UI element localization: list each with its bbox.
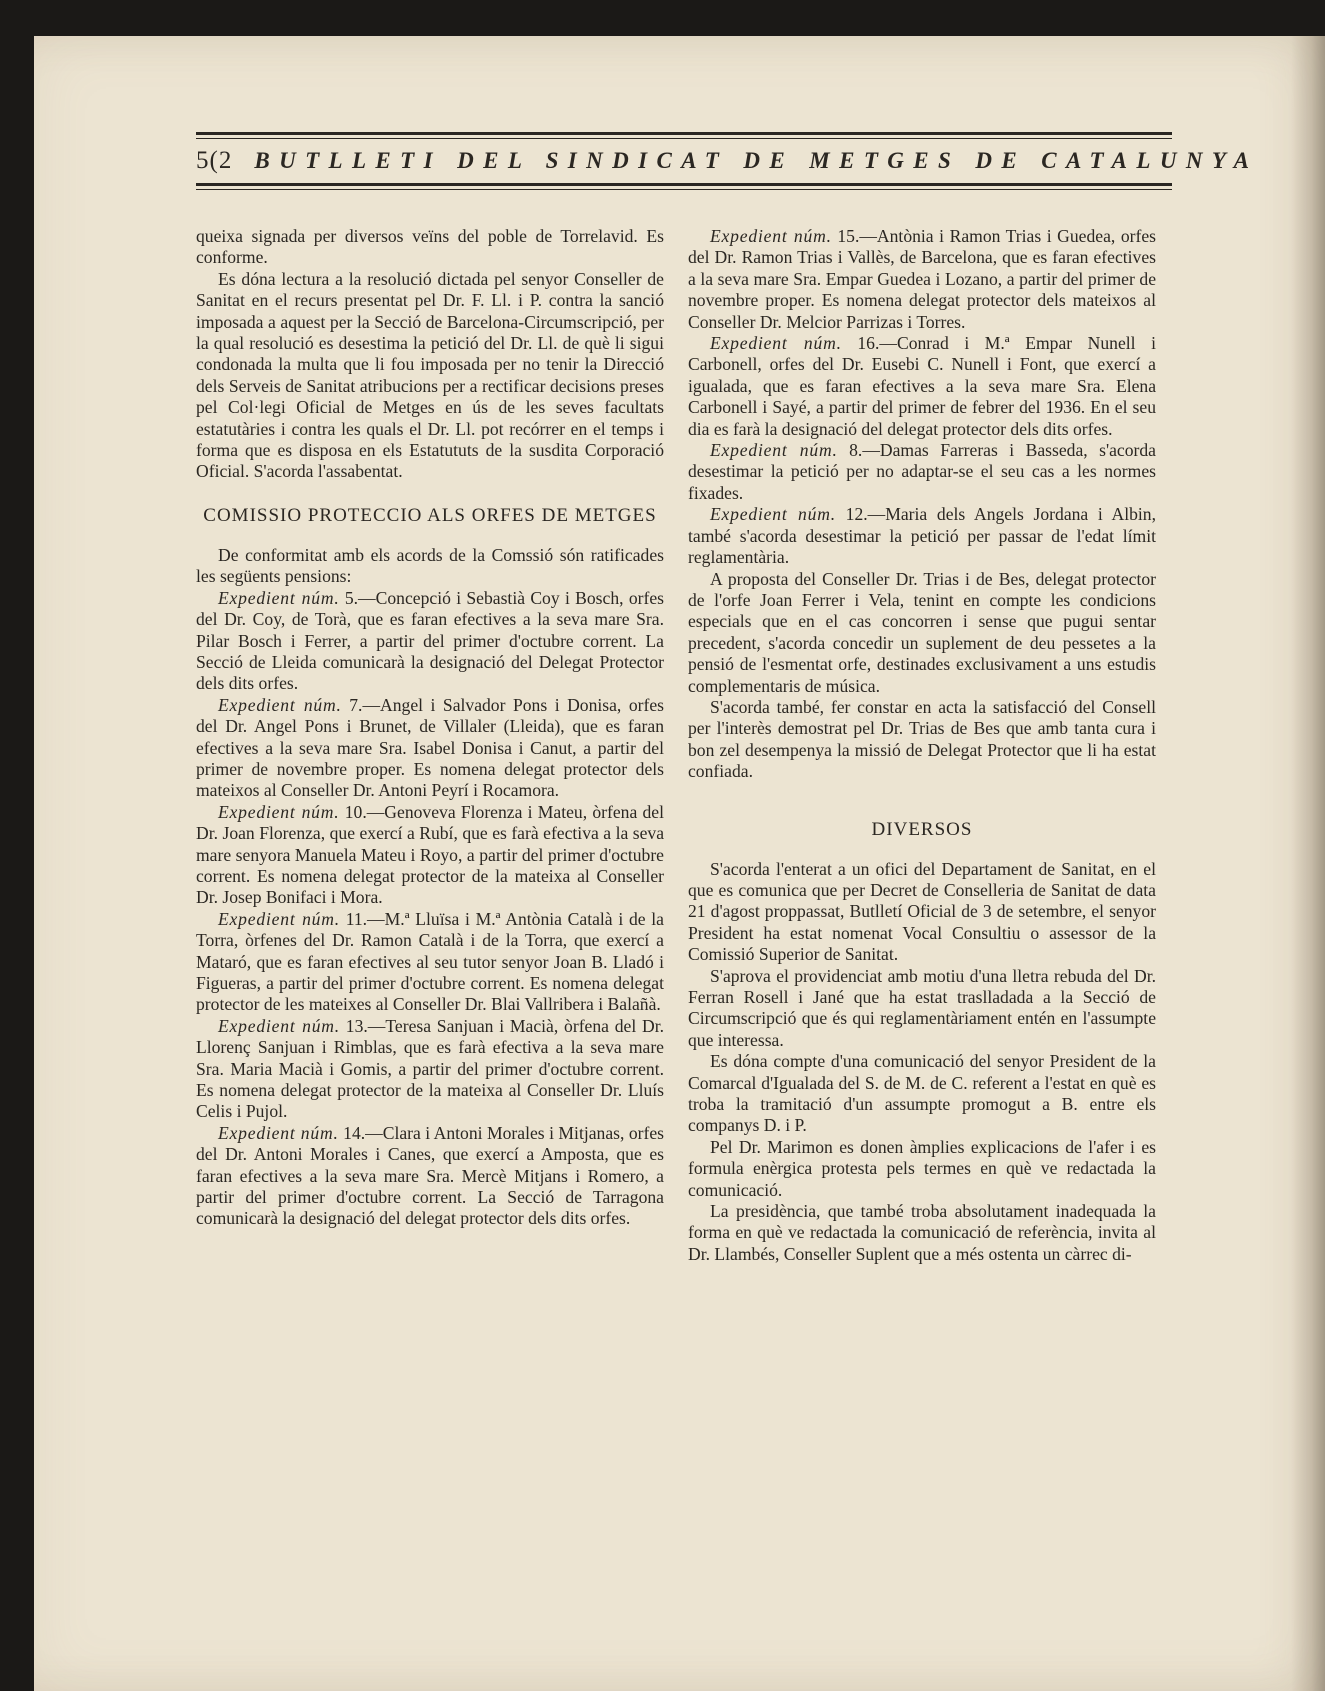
expedient-label: Expedient núm. bbox=[710, 333, 842, 354]
expedient-entry: Expedient núm. 8.—Damas Farreras i Basseda, s'acorda desestimar la petició per no adaptar-se el seu cas a les normes fixades. bbox=[688, 440, 1156, 503]
header-rule-bottom-thin bbox=[196, 189, 1172, 190]
book-spine-shadow bbox=[1291, 36, 1325, 1691]
expedient-entry: Expedient núm. 16.—Conrad i M.ª Empar Nunell i Carbonell, orfes del Dr. Eusebi C. Nunell i Font, que exercí a igualada, que es faran efectives a la seva mare Sra. Elena Carbonell i Sayé, a partir del primer de febrer del 1936. En el seu dia es farà la designació del delegat protector dels dits orfes. bbox=[688, 333, 1157, 439]
expedient-label: Expedient núm. bbox=[710, 226, 832, 246]
paragraph: S'acorda també, fer constar en acta la satisfacció del Consell per l'interès demostrat pel Dr. Trias de Bes que amb tanta cura i bon zel desempenya la missió de Delegat Protector que li ha estat confiada. bbox=[688, 696, 1156, 782]
expedient-entry: Expedient núm. 5.—Concepció i Sebastià Coy i Bosch, orfes del Dr. Coy, de Torà, que es faran efectives a la seva mare Sra. Pilar Bosch i Ferrer, a partir del primer d'octubre corrent. La Secció de Lleida comunicarà la designació del Delegat Protector dels dits orfes. bbox=[196, 587, 664, 694]
expedient-entry: Expedient núm. 11.—M.ª Lluïsa i M.ª Antònia Català i de la Torra, òrfenes del Dr. Ramon Català i de la Torra, que exercí a Mataró, que es faran efectives al seu tutor senyor Joan B. Lladó i Figueras, a partir del primer d'octubre corrent. Es nomena delegat protector de les mateixes al Conseller Dr. Blai Vallribera i Balañà. bbox=[196, 908, 664, 1015]
right-column bbox=[688, 226, 1156, 1265]
paragraph: Pel Dr. Marimon es donen àmplies explicacions de l'afer i es formula enèrgica protesta pels termes en què ve redactada la comunicació. bbox=[688, 1136, 1156, 1200]
paragraph: S'aprova el providenciat amb motiu d'una lletra rebuda del Dr. Ferran Rosell i Jané que ha estat traslladada a la Secció de Circumscripció que és qui reglamentàriament entén en l'assumpte que interessa. bbox=[688, 965, 1156, 1050]
expedient-label: Expedient núm. bbox=[218, 1122, 339, 1143]
paragraph: S'acorda l'enterat a un ofici del Departament de Sanitat, en el que es comunica que per Decret de Conselleria de Sanitat de data 21 d'agost proppassat, Butlletí Oficial de 3 de setembre, el senyor President ha estat nomenat Vocal Consultiu o assessor de la Comissió Superior de Sanitat. bbox=[688, 858, 1156, 965]
expedient-entry: Expedient núm. 7.—Angel i Salvador Pons i Donisa, orfes del Dr. Angel Pons i Brunet, de Villaler (Lleida), que es faran efectives a la seva mare Sra. Isabel Donisa i Canut, a partir del primer de novembre proper. Es nomena delegat protector dels mateixos al Conseller Dr. Antoni Peyrí i Rocamora. bbox=[196, 694, 664, 801]
paragraph: A proposta del Conseller Dr. Trias i de Bes, delegat protector de l'orfe Joan Ferrer i Vela, tenint en compte les condicions especials que en el cas concorren i sense que pugui sentar precedent, s'acorda concedir un suplement de deu pessetes a la pensió de l'esmentat orfe, destinades exclusivament a uns estudis complementaris de música. bbox=[688, 568, 1156, 696]
expedient-label: Expedient núm. bbox=[710, 440, 838, 461]
expedient-label: Expedient núm. bbox=[218, 587, 340, 608]
paragraph: queixa signada per diversos veïns del poble de Torrelavid. Es conforme. bbox=[196, 226, 664, 268]
expedient-label: Expedient núm. bbox=[218, 801, 340, 822]
section-heading: COMISSIO PROTECCIO ALS ORFES DE METGES bbox=[203, 504, 657, 526]
expedient-label: Expedient núm. bbox=[218, 694, 342, 715]
running-title: BUTLLETI DEL SINDICAT DE METGES DE CATALUNYA bbox=[254, 147, 1259, 173]
paragraph: La presidència, que també troba absolutament inadequada la forma en què ve redactada la comunicació de referència, invita al Dr. Llambés, Conseller Suplent que a més ostenta un càrrec di- bbox=[688, 1201, 1156, 1264]
expedient-entry: Expedient núm. 15.—Antònia i Ramon Trias i Guedea, orfes del Dr. Ramon Trias i Vallès, de Barcelona, que es faran efectives a la seva mare Sra. Empar Guedea i Lozano, a partir del primer de novembre proper. Es nomena delegat protector dels mateixos al Conseller Dr. Melcior Parrizas i Torres. bbox=[688, 226, 1156, 332]
expedient-entry: Expedient núm. 13.—Teresa Sanjuan i Macià, òrfena del Dr. Llorenç Sanjuan i Rimblas, que es farà efectiva a la seva mare Sra. Maria Macià i Gomis, a partir del primer d'octubre corrent. Es nomena delegat protector de la mateixa al Conseller Dr. Lluís Celis i Pujol. bbox=[196, 1015, 664, 1122]
expedient-entry: Expedient núm. 10.—Genoveva Florenza i Mateu, òrfena del Dr. Joan Florenza, que exercí a Rubí, que es farà efectiva a la seva mare senyora Manuela Mateu i Royo, a partir del primer d'octubre corrent. Es nomena delegat protector de la mateixa al Conseller Dr. Josep Bonifaci i Mora. bbox=[196, 801, 664, 908]
paragraph: Es dóna lectura a la resolució dictada pel senyor Conseller de Sanitat en el recurs presentat pel Dr. F. Ll. i P. contra la sanció imposada a aquest per la Secció de Barcelona-Circumscripció, per la qual resolució es desestima la petició del Dr. Ll. de què li sigui condonada la multa que li fou imposada per no tenir la Direcció dels Serveis de Sanitat atribucions per a rectificar decisions preses pel Col·legi Oficial de Metges en ús de les seves facultats estatutàries i contra les quals el Dr. Ll. pot recórrer en el temps i forma que es disposa en els Estatututs de la susdita Corporació Oficial. S'acorda l'assabentat. bbox=[196, 268, 664, 482]
header-rule-bottom-thick bbox=[196, 183, 1172, 186]
expedient-entry: Expedient núm. 14.—Clara i Antoni Morales i Mitjanas, orfes del Dr. Antoni Morales i Canes, que exercí a Amposta, que es faran efectives a la seva mare Sra. Mercè Mitjans i Romero, a partir del primer d'octubre corrent. La Secció de Tarragona comunicarà la designació del delegat protector dels dits orfes. bbox=[196, 1122, 665, 1229]
expedient-label: Expedient núm. bbox=[710, 504, 836, 525]
expedient-label: Expedient núm. bbox=[218, 908, 340, 929]
section-heading: DIVERSOS bbox=[871, 818, 973, 840]
expedient-entry: Expedient núm. 12.—Maria dels Angels Jordana i Albin, també s'acorda desestimar la petició per passar de l'edat límit reglamentària. bbox=[688, 504, 1157, 568]
paragraph: Es dóna compte d'una comunicació del senyor President de la Comarcal d'Igualada del S. de M. de C. referent a l'estat en què es troba la tramitació d'un assumpte promogut a B. entre els companys D. i P. bbox=[688, 1051, 1156, 1136]
expedient-label: Expedient núm. bbox=[218, 1015, 341, 1036]
paragraph: De conformitat amb els acords de la Comssió són ratificades les següents pensions: bbox=[196, 544, 664, 587]
page-number: 5(2 bbox=[196, 146, 233, 174]
running-header bbox=[196, 138, 1259, 183]
left-column bbox=[196, 226, 664, 1230]
header-rule-top-thick bbox=[196, 132, 1172, 135]
